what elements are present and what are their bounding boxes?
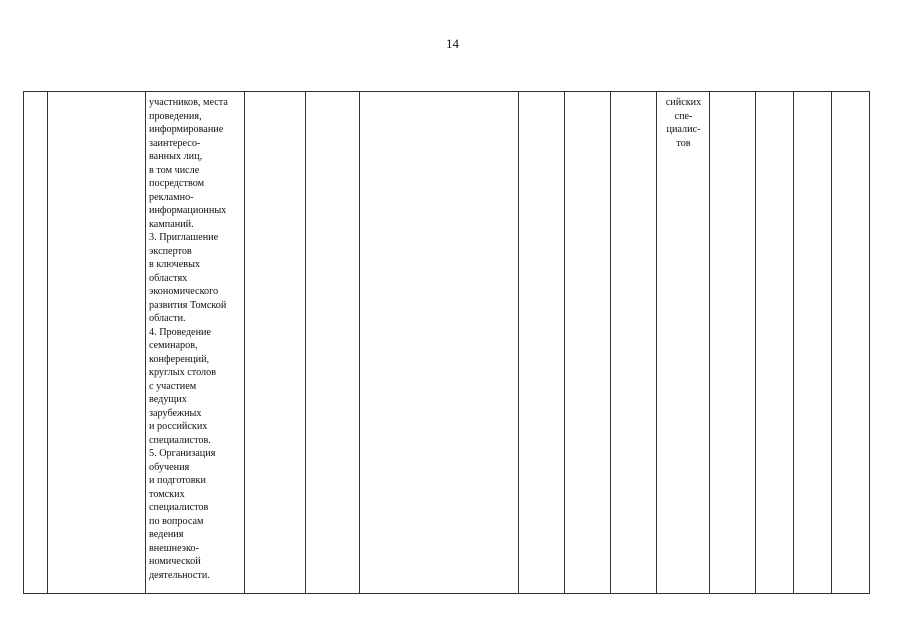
table-cell-activities [146, 92, 245, 594]
table-cell-indicator [657, 92, 710, 594]
text-line: участников, места [149, 97, 228, 108]
table-cell-empty [306, 92, 360, 594]
table-cell-empty [245, 92, 306, 594]
table-cell-number [24, 92, 48, 594]
text-line: специалистов. [149, 434, 211, 446]
table-cell-name [48, 92, 146, 594]
text-line: внешнеэко- [149, 542, 199, 554]
text-line: и российских [149, 421, 208, 432]
table-cell-empty [710, 92, 756, 594]
table-row [24, 92, 870, 594]
text-line: 4. Проведение [149, 326, 212, 338]
activities-text [146, 92, 244, 582]
text-line: конференций, [149, 353, 210, 365]
table-cell-empty [611, 92, 657, 594]
text-line: тов [676, 137, 691, 149]
text-line: сийских [665, 97, 702, 108]
text-line: и подготовки [149, 475, 206, 486]
text-line: деятельности. [149, 569, 210, 581]
table-cell-empty [794, 92, 832, 594]
text-line: зарубежных [149, 407, 202, 419]
text-line: обучения [149, 461, 190, 473]
table-cell-empty [832, 92, 870, 594]
text-line: 5. Организация [149, 448, 216, 459]
text-line: посредством [149, 178, 205, 189]
text-line: кампаний. [149, 218, 194, 230]
continuation-table [23, 91, 870, 594]
text-line: заинтересо- [149, 137, 201, 149]
text-line: экономического [149, 286, 219, 297]
text-line: экспертов [149, 245, 192, 257]
text-line: информационных [149, 205, 227, 216]
table-cell-empty [519, 92, 565, 594]
text-line: томских [149, 488, 185, 500]
text-line: в ключевых [149, 259, 201, 270]
text-line: ведения [149, 529, 184, 540]
text-line: специалистов [149, 502, 209, 513]
text-line: ведущих [149, 394, 187, 405]
text-line: 3. Приглашение [149, 232, 219, 243]
text-line: круглых столов [149, 367, 217, 378]
table-cell-empty [756, 92, 794, 594]
text-line: в том числе [149, 164, 200, 176]
text-line: областях [149, 272, 188, 284]
text-line: проведения, [149, 110, 202, 122]
page-number: 14 [446, 36, 459, 51]
table-cell-empty [360, 92, 519, 594]
text-line: рекламно- [149, 191, 194, 203]
text-line: спе- [674, 110, 693, 122]
table-cell-empty [565, 92, 611, 594]
text-line: номической [149, 556, 201, 567]
text-line: развития Томской [149, 299, 227, 311]
indicator-text [657, 92, 709, 150]
text-line: ванных лиц, [149, 151, 203, 162]
text-line: области. [149, 313, 186, 324]
text-line: информирование [149, 124, 224, 135]
text-line: семинаров, [149, 340, 198, 351]
text-line: циалис- [666, 124, 701, 135]
text-line: с участием [149, 380, 197, 392]
text-line: по вопросам [149, 515, 204, 527]
